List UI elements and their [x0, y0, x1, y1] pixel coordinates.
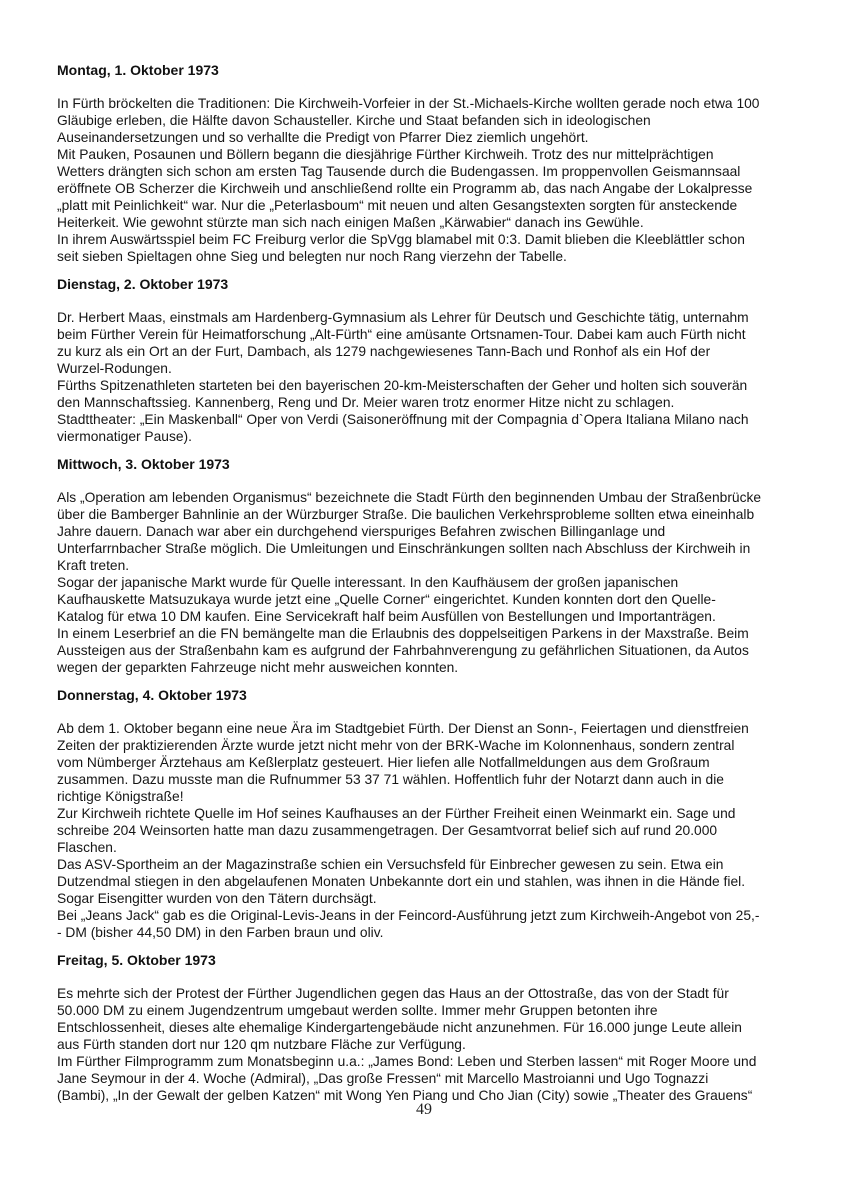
text-line: Jane Seymour in der 4. Woche (Admiral), „Das große Fressen“ mit Marcello Mastroianni und Ugo Tognazzi [57, 1071, 709, 1086]
text-line: Kaufhauskette Matsuzukaya wurde jetzt eine „Quelle Corner“ eingerichtet. Kunden konnten dort den Quelle- [57, 592, 716, 607]
text-line: vom Nümberger Ärztehaus am Keßlerplatz gesteuert. Hier liefen alle Notfallmeldungen aus dem Großraum [57, 755, 710, 770]
text-line: - DM (bisher 44,50 DM) in den Farben braun und oliv. [57, 925, 384, 940]
text-line: beim Fürther Verein für Heimatforschung „Alt-Fürth“ eine amüsante Ortsnamen-Tour. Dabei kam auch Fürth nicht [57, 327, 746, 342]
date-section [57, 687, 797, 941]
text-line: (Bambi), „In der Gewalt der gelben Katzen“ mit Wong Yen Piang und Cho Jian (City) sowie „Theater des Grauens“ [57, 1088, 753, 1103]
text-line: seit sieben Spieltagen ohne Sieg und belegten nur noch Rang vierzehn der Tabelle. [57, 249, 567, 264]
text-line: Stadttheater: „Ein Maskenball“ Oper von Verdi (Saisoneröffnung mit der Compagnia d`Opera Italiana Milano nach [57, 412, 749, 427]
text-line: Mit Pauken, Posaunen und Böllern begann die diesjährige Fürther Kirchweih. Trotz des nur mittelprächtigen [57, 147, 714, 162]
text-line: wegen der geparkten Fahrzeuge nicht mehr ausweichen konnten. [57, 660, 459, 675]
text-line: schreibe 204 Weinsorten hatte man dazu zusammengetragen. Der Gesamtvorrat belief sich auf rund 20.000 [57, 823, 718, 838]
text-line: aus Fürth standen dort nur 120 qm nutzbare Fläche zur Verfügung. [57, 1037, 466, 1052]
text-line: Das ASV-Sportheim an der Magazinstraße schien ein Versuchsfeld für Einbrecher gewesen zu sein. Etwa ein [57, 857, 724, 872]
text-line: Zeiten der praktizierenden Ärzte wurde jetzt nicht mehr von der BRK-Wache im Kolonnenhaus, sondern zentral [57, 738, 735, 753]
document-body [57, 62, 797, 1104]
section-heading: Dienstag, 2. Oktober 1973 [57, 276, 229, 292]
text-line: Jahre dauern. Danach war aber ein durchgehend vierspuriges Befahren zwischen Billinganlage und [57, 524, 666, 539]
text-line: Bei „Jeans Jack“ gab es die Original-Levis-Jeans in der Feincord-Ausführung jetzt zum Kirchweih-Angebot von 25,- [57, 908, 760, 923]
text-line: In einem Leserbrief an die FN bemängelte man die Erlaubnis des doppelseitigen Parkens in der Maxstraße. Beim [57, 626, 749, 641]
page-number: 49 [416, 1101, 432, 1118]
text-line: Dr. Herbert Maas, einstmals am Hardenberg-Gymnasium als Lehrer für Deutsch und Geschichte tätig, unternahm [57, 310, 749, 325]
text-line: „platt mit Peinlichkeit“ war. Nur die „Peterlasboum“ mit neuen und alten Gesangstexten sorgten für ansteckende [57, 198, 738, 213]
text-line: In Fürth bröckelten die Traditionen: Die Kirchweih-Vorfeier in der St.-Michaels-Kirche wollten gerade noch etwa 100 [57, 96, 760, 111]
text-line: über die Bamberger Bahnlinie an der Würzburger Straße. Die baulichen Verkehrsprobleme sollten etwa eineinhalb [57, 507, 755, 522]
text-line: Unterfarrnbacher Straße möglich. Die Umleitungen und Einschränkungen sollten nach Abschluss der Kirchweih in [57, 541, 751, 556]
text-line: zusammen. Dazu musste man die Rufnummer 53 37 71 wählen. Hoffentlich fuhr der Notarzt dann auch in die [57, 772, 724, 787]
date-section [57, 456, 797, 676]
text-line: 50.000 DM zu einem Jugendzentrum umgebaut werden sollte. Immer mehr Gruppen betonten ihre [57, 1003, 658, 1018]
date-section [57, 276, 797, 445]
text-line: Wetters drängten sich schon am ersten Tag Tausende durch die Budengassen. Im proppenvollen Geismannsaal [57, 164, 741, 179]
text-line: Dutzendmal stiegen in den abgelaufenen Monaten Unbekannte dort ein und stahlen, was ihnen in die Hände fiel. [57, 874, 746, 889]
text-line: Sogar der japanische Markt wurde für Quelle interessant. In den Kaufhäusem der großen japanischen [57, 575, 679, 590]
date-section [57, 952, 797, 1104]
text-line: Auseinandersetzungen und so verhallte die Predigt von Pfarrer Diez ziemlich ungehört. [57, 130, 589, 145]
text-line: richtige Königstraße! [57, 789, 184, 804]
section-heading: Donnerstag, 4. Oktober 1973 [57, 687, 247, 703]
text-line: Es mehrte sich der Protest der Fürther Jugendlichen gegen das Haus an der Ottostraße, das von der Stadt für [57, 986, 729, 1001]
text-line: Entschlossenheit, dieses alte ehemalige Kindergartengebäude nicht anzunehmen. Für 16.000 junge Leute allein [57, 1020, 742, 1035]
text-line: zu kurz als ein Ort an der Furt, Dambach, als 1279 nachgewiesenes Tann-Bach und Ronhof als ein Hof der [57, 344, 711, 359]
text-line: Sogar Eisengitter wurden von den Tätern durchsägt. [57, 891, 377, 906]
text-line: den Mannschaftssieg. Kannenberg, Reng und Dr. Meier waren trotz enormer Hitze nicht zu schlagen. [57, 395, 675, 410]
text-line: Wurzel-Rodungen. [57, 361, 172, 376]
text-line: Katalog für etwa 10 DM kaufen. Eine Servicekraft half beim Ausfüllen von Bestellungen und Importanträgen. [57, 609, 716, 624]
section-heading: Freitag, 5. Oktober 1973 [57, 952, 216, 968]
text-line: Heiterkeit. Wie gewohnt stürzte man sich nach einigen Maßen „Kärwabier“ danach ins Gewühle. [57, 215, 644, 230]
text-line: Flaschen. [57, 840, 117, 855]
section-heading: Mittwoch, 3. Oktober 1973 [57, 456, 230, 472]
text-line: In ihrem Auswärtsspiel beim FC Freiburg verlor die SpVgg blamabel mit 0:3. Damit blieben die Kleeblättler schon [57, 232, 745, 247]
text-line: Gläubige erleben, die Hälfte davon Schausteller. Kirche und Staat befanden sich in ideologischen [57, 113, 651, 128]
text-line: viermonatiger Pause). [57, 429, 192, 444]
date-section [57, 62, 797, 265]
text-line: Als „Operation am lebenden Organismus“ bezeichnete die Stadt Fürth den beginnenden Umbau der Straßenbrücke [57, 490, 762, 505]
text-line: Zur Kirchweih richtete Quelle im Hof seines Kaufhauses an der Fürther Freiheit einen Weinmarkt ein. Sage und [57, 806, 736, 821]
section-heading: Montag, 1. Oktober 1973 [57, 62, 219, 78]
text-line: Aussteigen aus der Straßenbahn kam es aufgrund der Fahrbahnverengung zu gefährlichen Situationen, da Autos [57, 643, 749, 658]
text-line: Kraft treten. [57, 558, 130, 573]
text-line: Im Fürther Filmprogramm zum Monatsbeginn u.a.: „James Bond: Leben und Sterben lassen“ mit Roger Moore und [57, 1054, 757, 1069]
text-line: eröffnete OB Scherzer die Kirchweih und anschließend rollte ein Programm ab, das nach Angabe der Lokalpresse [57, 181, 753, 196]
text-line: Fürths Spitzenathleten starteten bei den bayerischen 20-km-Meisterschaften der Geher und holten sich souverän [57, 378, 748, 393]
text-line: Ab dem 1. Oktober begann eine neue Ära im Stadtgebiet Fürth. Der Dienst an Sonn-, Feiertagen und dienstfreien [57, 721, 749, 736]
